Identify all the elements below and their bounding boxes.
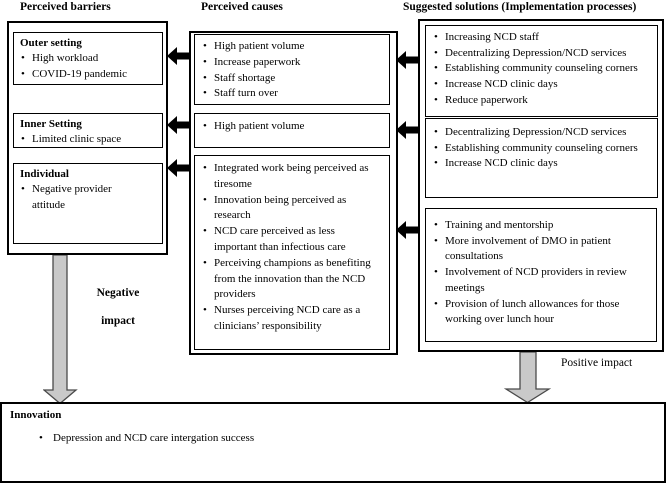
bullet-item: • Integrated work being perceived as tiresome [202, 161, 375, 193]
positive-impact-down-arrow-icon [504, 352, 551, 404]
bullet-item: • NCD care perceived as less important than infectious care [202, 224, 375, 256]
causes-box-3 [194, 155, 390, 350]
causes-box-2 [194, 113, 390, 148]
bullet-item: • Increase NCD clinic days [433, 77, 647, 93]
bullet-list [433, 30, 647, 109]
box-title: Outer setting [20, 37, 82, 49]
negative-impact-line2: impact [101, 315, 135, 327]
bullet-item: • Perceiving champions as benefiting from the innovation than the NCD providers [202, 256, 375, 303]
bullet-list [202, 39, 383, 102]
bullet-item: • Staff turn over [202, 86, 383, 102]
bullet-item: • Negative provider attitude [20, 182, 146, 213]
bullet-item: • High patient volume [202, 39, 383, 55]
bullet-item: • High workload [20, 51, 146, 67]
bullet-item: • Provision of lunch allowances for those working over lunch hour [433, 297, 644, 328]
bullet-list [20, 182, 146, 213]
individual-box [13, 163, 163, 244]
innovation-box [0, 402, 666, 483]
bullet-list [202, 119, 383, 135]
negative-impact-down-arrow-icon [43, 255, 79, 405]
box-title: Inner Setting [20, 118, 82, 130]
solutions-box-2 [425, 118, 658, 198]
bullet-item: • Increasing NCD staff [433, 30, 647, 46]
arrow-causes-to-outer-setting-icon [166, 46, 190, 66]
inner-setting-box [13, 113, 163, 148]
arrow-causes-to-individual-icon [166, 158, 190, 178]
outer-setting-box [13, 32, 163, 85]
causes-box-1 [194, 34, 390, 105]
bullet-item: • COVID-19 pandemic [20, 67, 146, 83]
bullet-item: • Training and mentorship [433, 218, 644, 234]
bullet-item: • High patient volume [202, 119, 383, 135]
column-heading-barriers: Perceived barriers [20, 1, 111, 13]
bullet-item: • Limited clinic space [20, 132, 146, 148]
positive-impact-label: Positive impact [561, 357, 633, 369]
negative-impact-line1: Negative [96, 287, 140, 299]
bullet-item: • Depression and NCD care intergation success [38, 431, 656, 446]
bullet-list [433, 125, 647, 172]
bullet-item: • Establishing community counseling corners [433, 61, 647, 77]
bullet-item: • More involvement of DMO in patient consultations [433, 234, 644, 265]
innovation-title: Innovation [10, 409, 62, 421]
arrow-solutions-to-causes-3-icon [395, 220, 420, 240]
box-title: Individual [20, 168, 69, 180]
negative-impact-label [86, 279, 150, 335]
bullet-list [202, 161, 375, 335]
bullet-list [433, 218, 644, 328]
bullet-list [20, 51, 146, 82]
bullet-list [20, 132, 146, 148]
bullet-item: • Nurses perceiving NCD care as a clinicians’ responsibility [202, 303, 375, 335]
solutions-box-1 [425, 25, 658, 117]
bullet-list [10, 431, 656, 446]
bullet-item: • Innovation being perceived as research [202, 193, 375, 225]
bullet-item: • Involvement of NCD providers in review meetings [433, 265, 644, 296]
solutions-box-3 [425, 208, 657, 342]
arrow-causes-to-inner-setting-icon [166, 115, 190, 135]
bullet-item: • Staff shortage [202, 71, 383, 87]
bullet-item: • Increase NCD clinic days [433, 156, 647, 172]
bullet-item: • Establishing community counseling corners [433, 141, 647, 157]
bullet-item: • Decentralizing Depression/NCD services [433, 46, 647, 62]
arrow-solutions-to-causes-1-icon [395, 50, 420, 70]
bullet-item: • Increase paperwork [202, 55, 383, 71]
column-heading-solutions: Suggested solutions (Implementation processes) [403, 1, 637, 13]
bullet-item: • Decentralizing Depression/NCD services [433, 125, 647, 141]
bullet-item: • Reduce paperwork [433, 93, 647, 109]
column-heading-causes: Perceived causes [201, 1, 283, 13]
arrow-solutions-to-causes-2-icon [395, 120, 420, 140]
